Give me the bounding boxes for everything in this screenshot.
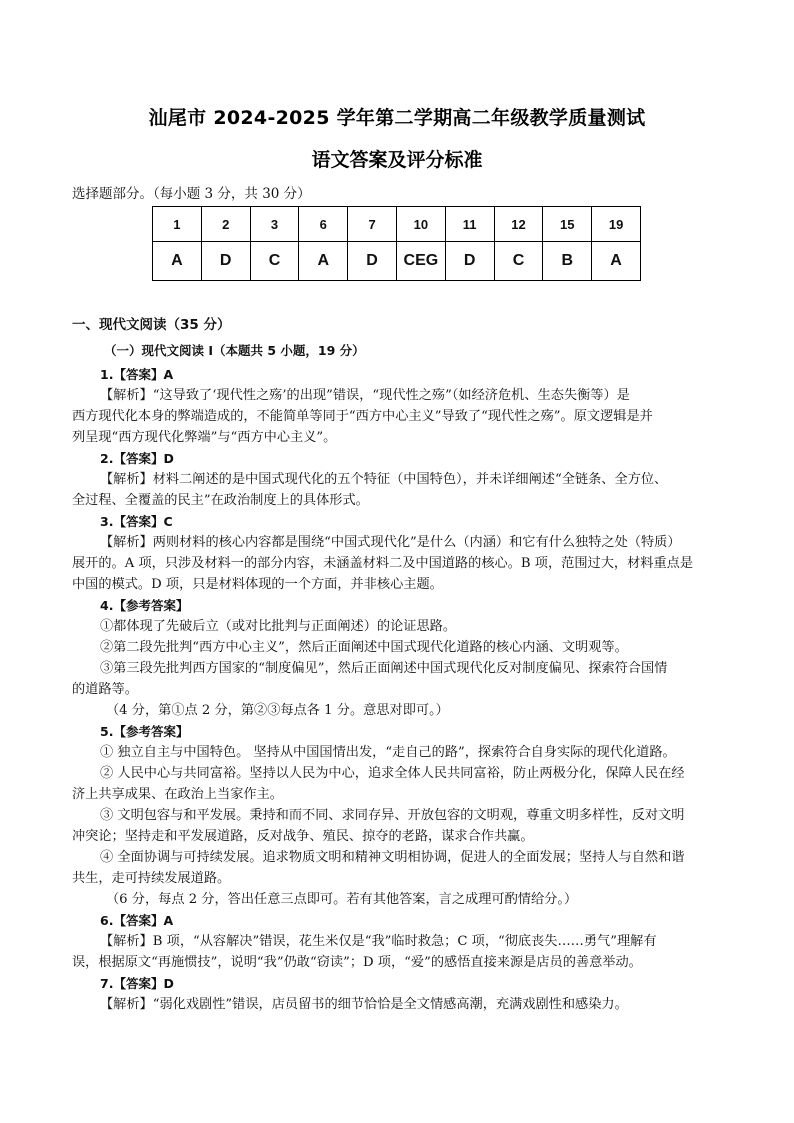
question-number-cell: 10: [396, 207, 445, 242]
answer-table-question-row: [153, 207, 641, 242]
answer-cell: A: [153, 242, 202, 281]
document-subtitle: 语文答案及评分标准: [311, 149, 483, 171]
question-number-cell: 2: [201, 207, 250, 242]
answer-point: ② 人民中心与共同富裕。坚持以人民为中心，追求全体人民共同富裕，防止两极分化，保障人民在经: [100, 766, 685, 781]
answer-point: ④ 全面协调与可持续发展。追求物质文明和精神文明相协调，促进人的全面发展；坚持人与自然和谐: [100, 850, 685, 865]
choice-section-header: 选择题部分。（每小题 3 分，共 30 分）: [72, 186, 311, 202]
answer-cell: A: [299, 242, 348, 281]
question-number-cell: 6: [299, 207, 348, 242]
answer-point: ③ 文明包容与和平发展。秉持和而不同、求同存异、开放包容的文明观，尊重文明多样性，反对文明: [100, 808, 685, 823]
question-number-cell: 11: [445, 207, 494, 242]
answer-point: 的道路等。: [72, 682, 138, 697]
scoring-note: （4 分，第①点 2 分，第②③每点各 1 分。意思对即可。）: [106, 703, 449, 718]
answer-cell: CEG: [396, 242, 445, 281]
answer-label: 7.【答案】D: [100, 976, 174, 991]
answer-cell: D: [201, 242, 250, 281]
answer-label: 1.【答案】A: [100, 367, 174, 382]
scoring-note: （6 分，每点 2 分，答出任意三点即可。若有其他答案，言之成理可酌情给分。）: [106, 892, 578, 907]
explanation-line: 【解析】B 项，“从容解决”错误，花生米仅是“我”临时救急；C 项，“彻底丧失……勇气”理解有: [100, 934, 657, 949]
answer-label: 2.【答案】D: [100, 451, 174, 466]
answer-label: 3.【答案】C: [100, 514, 173, 529]
answer-point: 共生，走可持续发展道路。: [72, 871, 231, 886]
document-title: 汕尾市 2024-2025 学年第二学期高二年级教学质量测试: [148, 107, 646, 129]
explanation-line: 中国的模式。D 项，只是材料体现的一个方面，并非核心主题。: [72, 577, 443, 592]
question-number-cell: 15: [543, 207, 592, 242]
question-number-cell: 3: [250, 207, 299, 242]
answer-cell: B: [543, 242, 592, 281]
explanation-line: 误，根据原文“再施惯技”，说明“我”仍敢“窃读”；D 项，“爱”的感悟直接来源是店员的善意举动。: [72, 955, 642, 970]
explanation-line: 展开的。A 项，只涉及材料一的部分内容，未涵盖材料二及中国道路的核心。B 项，范围过大，材料重点是: [72, 556, 694, 571]
explanation-line: 【解析】“这导致了‘现代性之殇’的出现”错误，“现代性之殇”（如经济危机、生态失衡等）是: [100, 388, 630, 403]
question-number-cell: 7: [348, 207, 397, 242]
answer-table-answer-row: [153, 242, 641, 281]
explanation-line: 西方现代化本身的弊端造成的，不能简单等同于“西方中心主义”导致了“现代性之殇”。原文逻辑是并: [72, 409, 653, 424]
answer-label: 5.【参考答案】: [100, 724, 189, 739]
answer-cell: A: [592, 242, 641, 281]
answer-point: 济上共享成果、在政治上当家作主。: [72, 787, 283, 802]
section-heading: 一、现代文阅读（35 分）: [72, 317, 231, 333]
explanation-line: 【解析】两则材料的核心内容都是围绕“中国式现代化”是什么（内涵）和它有什么独特之处（特质）: [100, 535, 681, 550]
answer-cell: C: [494, 242, 543, 281]
answer-table: [152, 206, 641, 281]
explanation-line: 列呈现“西方现代化弊端”与“西方中心主义”。: [72, 430, 337, 445]
answer-point: ③第三段先批判西方国家的“制度偏见”，然后正面阐述中国式现代化反对制度偏见、探索符合国情: [100, 661, 668, 676]
answer-cell: C: [250, 242, 299, 281]
answer-cell: D: [445, 242, 494, 281]
question-number-cell: 12: [494, 207, 543, 242]
answer-cell: D: [348, 242, 397, 281]
question-number-cell: 1: [153, 207, 202, 242]
answer-label: 6.【答案】A: [100, 913, 174, 928]
answer-point: ① 独立自主与中国特色。 坚持从中国国情出发，“走自己的路”，探索符合自身实际的现代化道路。: [100, 745, 676, 760]
answer-label: 4.【参考答案】: [100, 598, 189, 613]
answer-point: 冲突论；坚持走和平发展道路，反对战争、殖民、掠夺的老路，谋求合作共赢。: [72, 829, 534, 844]
question-number-cell: 19: [592, 207, 641, 242]
answer-point: ②第二段先批判“西方中心主义”，然后正面阐述中国式现代化道路的核心内涵、文明观等。: [100, 640, 628, 655]
explanation-line: 全过程、全覆盖的民主”在政治制度上的具体形式。: [72, 493, 369, 508]
subsection-heading: （一）现代文阅读 I（本题共 5 小题，19 分）: [104, 343, 365, 358]
explanation-line: 【解析】材料二阐述的是中国式现代化的五个特征（中国特色），并未详细阐述“全链条、全方位、: [100, 472, 668, 487]
answer-point: ①都体现了先破后立（或对比批判与正面阐述）的论证思路。: [100, 619, 457, 634]
explanation-line: 【解析】“弱化戏剧性”错误，店员留书的细节恰恰是全文情感高潮，充满戏剧性和感染力。: [100, 997, 628, 1012]
